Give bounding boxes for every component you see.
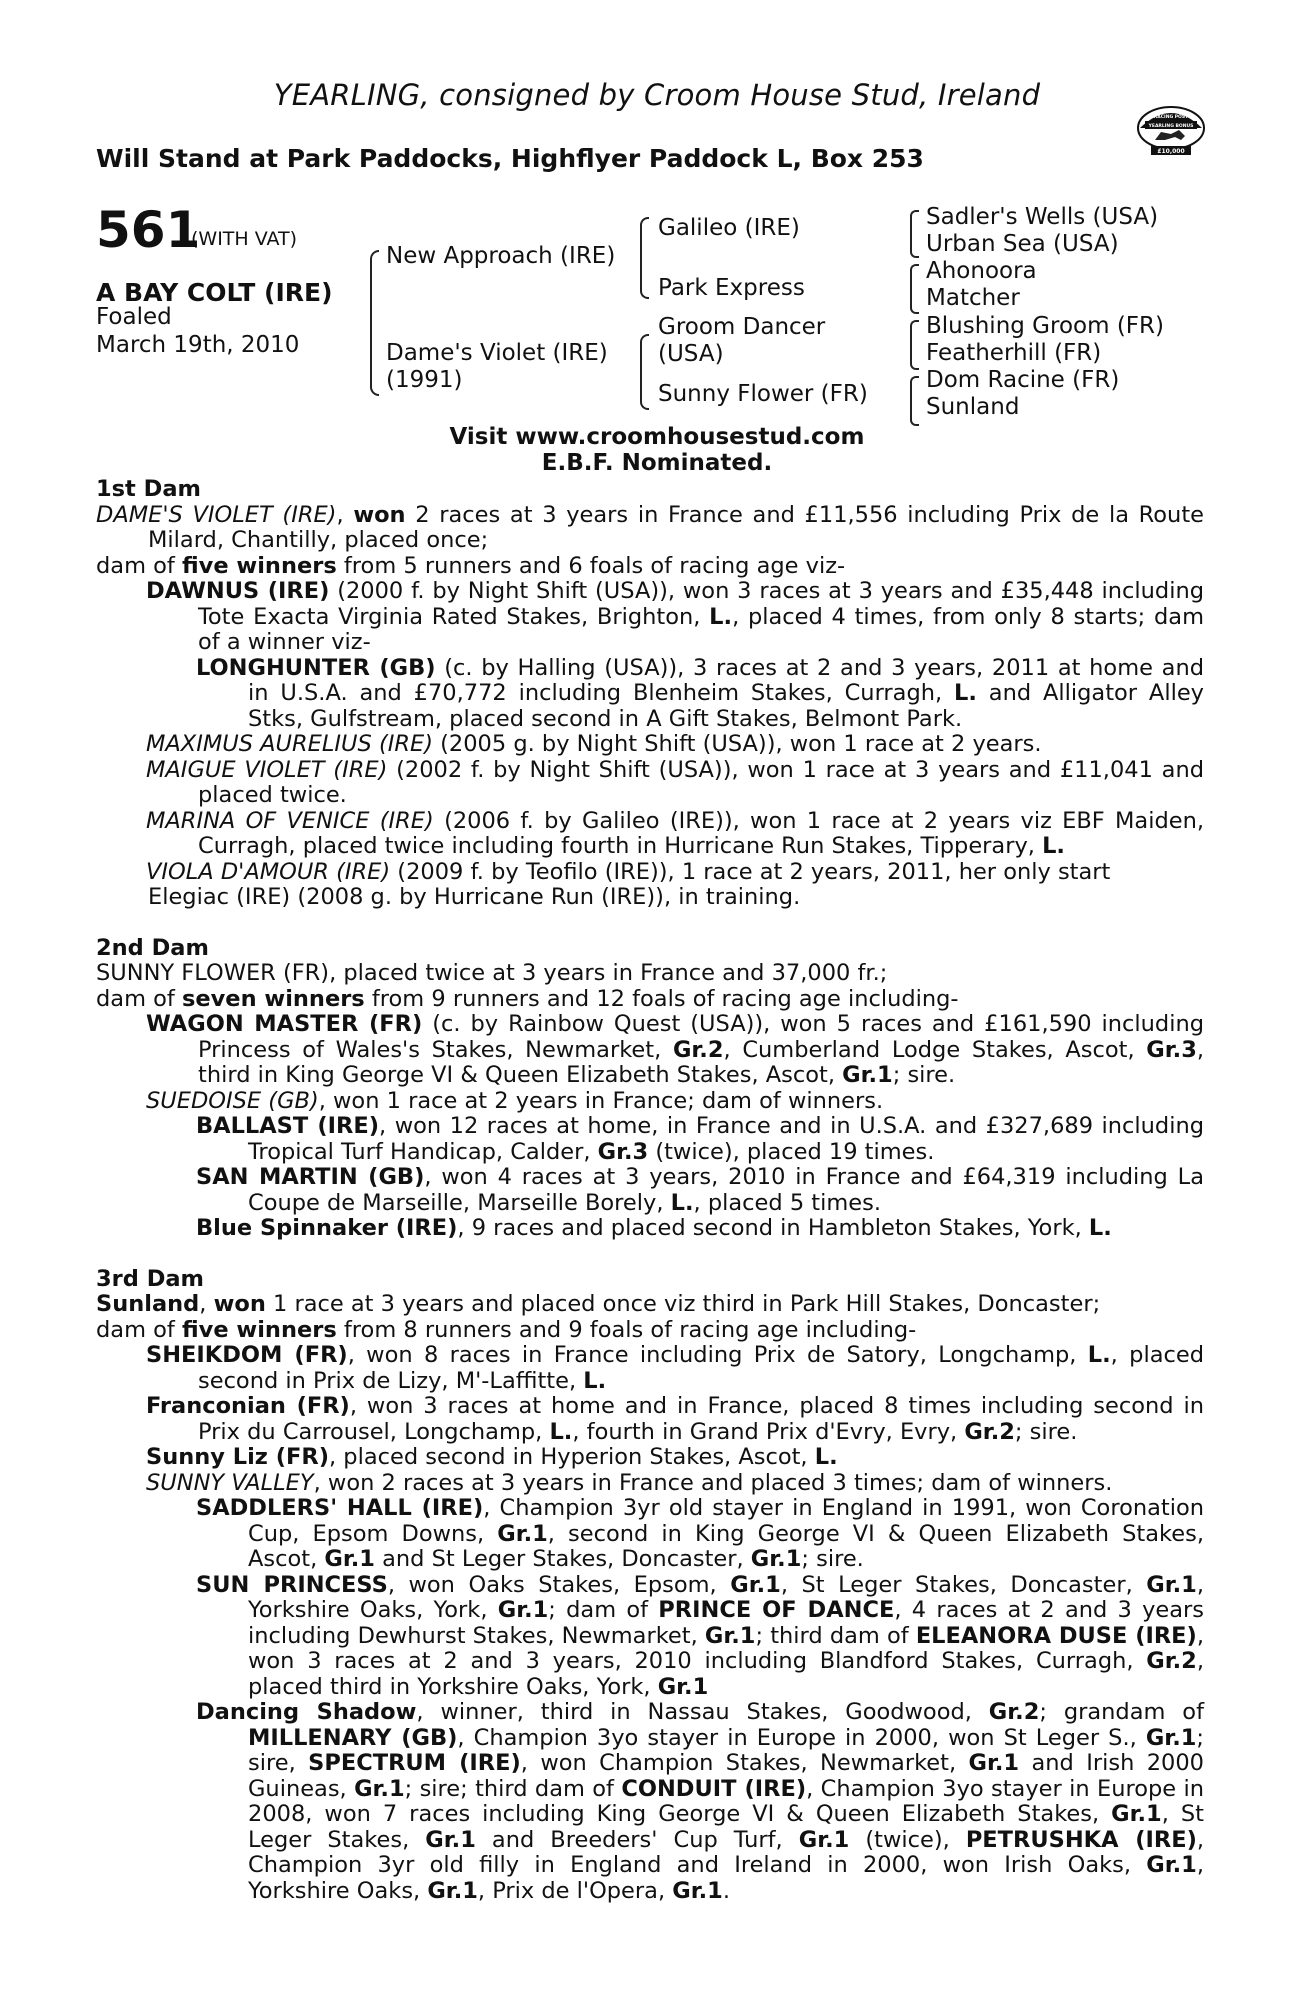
website-link[interactable]: Visit www.croomhousestud.com: [449, 424, 865, 450]
pedigree-dam-sire-country: (USA): [658, 341, 724, 367]
dam2-entry: WAGON MASTER (FR) (c. by Rainbow Quest (USA)), won 5 races and £161,590 including Princess of Wales's Stakes, Newmarket, Gr.2, Cumberland Lodge Stakes, Ascot, Gr.3, third in King George VI & Queen Elizabeth Stakes, Ascot, Gr.1; sire.: [146, 1011, 1205, 1088]
foaled-block: [96, 303, 299, 359]
dam2-entry: dam of seven winners from 9 runners and 12 foals of racing age including-: [96, 985, 959, 1012]
catalogue-body: [96, 477, 1204, 1904]
dam2-entry: SUNNY FLOWER (FR), placed twice at 3 years in France and 37,000 fr.;: [96, 960, 888, 986]
dam1-entry: MARINA OF VENICE (IRE) (2006 f. by Galileo (IRE)), won 1 race at 2 years viz EBF Maiden, Curragh, placed twice including fourth in Hurricane Run Stakes, Tipperary, L.: [146, 807, 1205, 859]
pedigree-g2: Urban Sea (USA): [926, 231, 1119, 257]
pedigree-g1: Sadler's Wells (USA): [926, 204, 1159, 230]
g-brace-4: [910, 376, 919, 426]
consignment-title: YEARLING, consigned by Croom House Stud, Ireland: [273, 78, 1041, 112]
lot-title: A BAY COLT (IRE): [96, 278, 333, 307]
dam2-entry: SUEDOISE (GB), won 1 race at 2 years in France; dam of winners.: [146, 1087, 884, 1114]
dam3-entry: Dancing Shadow, winner, third in Nassau Stakes, Goodwood, Gr.2; grandam of MILLENARY (GB), Champion 3yo stayer in Europe in 2000, won St Leger S., Gr.1; sire, SPECTRUM (IRE), won Champion Stakes, Newmarket, Gr.1 and Irish 2000 Guineas, Gr.1; sire; third dam of CONDUIT (IRE), Champion 3yo stayer in Europe in 2008, won 7 races including King George VI & Queen Elizabeth Stakes, Gr.1, St Leger Stakes, Gr.1 and Breeders' Cup Turf, Gr.1 (twice), PETRUSHKA (IRE), Champion 3yr old filly in England and Ireland in 2000, won Irish Oaks, Gr.1, Yorkshire Oaks, Gr.1, Prix de l'Opera, Gr.1.: [196, 1699, 1205, 1904]
sire-parents-brace: [640, 217, 649, 299]
dam3-entry: Franconian (FR), won 3 races at home and in France, placed 8 times including second in Prix du Carrousel, Longchamp, L., fourth in Grand Prix d'Evry, Evry, Gr.2; sire.: [146, 1393, 1204, 1445]
pedigree-g6: Featherhill (FR): [926, 340, 1102, 366]
dam1-entry: DAME'S VIOLET (IRE), won 2 races at 3 years in France and £11,556 including Prix de la Route Milard, Chantilly, placed once;: [96, 501, 1204, 553]
dam3-entry: SUNNY VALLEY, won 2 races at 3 years in France and placed 3 times; dam of winners.: [146, 1469, 1113, 1496]
dam1-entry: VIOLA D'AMOUR (IRE) (2009 f. by Teofilo (IRE)), 1 race at 2 years, 2011, her only start: [146, 858, 1111, 885]
dam3-entry: SUN PRINCESS, won Oaks Stakes, Epsom, Gr.1, St Leger Stakes, Doncaster, Gr.1, Yorkshire Oaks, York, Gr.1; dam of PRINCE OF DANCE, 4 races at 2 and 3 years including Dewhurst Stakes, Newmarket, Gr.1; third dam of ELEANORA DUSE (IRE), won 3 races at 2 and 3 years, 2010 including Blandford Stakes, Curragh, Gr.2, placed third in Yorkshire Oaks, York, Gr.1: [196, 1571, 1205, 1700]
pedigree-dam-dam: Sunny Flower (FR): [658, 381, 868, 407]
dam2-entry: Blue Spinnaker (IRE), 9 races and placed second in Hambleton Stakes, York, L.: [196, 1215, 1112, 1241]
dam2-heading: 2nd Dam: [96, 934, 209, 961]
svg-text:YEARLING BONUS: YEARLING BONUS: [1148, 124, 1194, 129]
dam3-entry: Sunland, won 1 race at 3 years and placed once viz third in Park Hill Stakes, Doncaster;: [96, 1291, 1101, 1317]
dam1-heading: 1st Dam: [96, 476, 201, 502]
pedigree-g7: Dom Racine (FR): [926, 367, 1120, 393]
dam1-entry: LONGHUNTER (GB) (c. by Halling (USA)), 3 races at 2 and 3 years, 2011 at home and in U.S.A. and £70,772 including Blenheim Stakes, Curragh, L. and Alligator Alley Stks, Gulfstream, placed second in A Gift Stakes, Belmont Park.: [196, 654, 1204, 732]
dam-parents-brace: [640, 334, 649, 410]
pedigree-dam-sire: Groom Dancer: [658, 314, 826, 340]
dam3-entries: [96, 1292, 1204, 1904]
dam1-entry: MAIGUE VIOLET (IRE) (2002 f. by Night Shift (USA)), won 1 race at 3 years and £11,041 and placed twice.: [146, 756, 1204, 808]
dam3-entry: Sunny Liz (FR), placed second in Hyperion Stakes, Ascot, L.: [146, 1444, 838, 1470]
badge-icon: [1135, 102, 1207, 156]
dam1-entry: Elegiac (IRE) (2008 g. by Hurricane Run (IRE)), in training.: [148, 884, 801, 910]
dam1-entry: DAWNUS (IRE) (2000 f. by Night Shift (USA)), won 3 races at 3 years and £35,448 including Tote Exacta Virginia Rated Stakes, Brighton, L., placed 4 times, from only 8 starts; dam of a winner viz-: [146, 578, 1204, 655]
foaled-date: March 19th, 2010: [96, 332, 300, 358]
pedigree-g4: Matcher: [926, 285, 1020, 311]
g-brace-2: [910, 264, 919, 314]
svg-text:£10,000: £10,000: [1157, 148, 1185, 155]
dam3-entry: SADDLERS' HALL (IRE), Champion 3yr old stayer in England in 1991, won Coronation Cup, Epsom Downs, Gr.1, second in King George VI & Queen Elizabeth Stakes, Ascot, Gr.1 and St Leger Stakes, Doncaster, Gr.1; sire.: [196, 1495, 1204, 1572]
dam3-heading: 3rd Dam: [96, 1265, 204, 1292]
dam1-entry: MAXIMUS AURELIUS (IRE) (2005 g. by Night Shift (USA)), won 1 race at 2 years.: [146, 731, 1042, 757]
yearling-bonus-badge: [1135, 102, 1207, 156]
dam1-entries: [96, 503, 1204, 911]
pedigree-sire-dam: Park Express: [658, 275, 805, 301]
pedigree-sire-sire: Galileo (IRE): [658, 215, 800, 241]
g-brace-3: [910, 320, 919, 370]
pedigree-g3: Ahonoora: [926, 258, 1037, 284]
g-brace-1: [910, 210, 919, 258]
dam1-entry: dam of five winners from 5 runners and 6 foals of racing age viz-: [96, 552, 846, 579]
pedigree-dam-year: (1991): [386, 367, 463, 393]
ebf-note: E.B.F. Nominated.: [541, 450, 773, 476]
foaled-label: Foaled: [96, 304, 172, 330]
pedigree-sire: New Approach (IRE): [386, 243, 616, 269]
dam2-entry: SAN MARTIN (GB), won 4 races at 3 years, 2010 in France and £64,319 including La Coupe de Marseille, Marseille Borely, L., placed 5 times.: [196, 1164, 1204, 1216]
sire-dam-brace: [370, 250, 379, 396]
svg-text:RACING POST: RACING POST: [1153, 115, 1189, 120]
pedigree-g8: Sunland: [926, 394, 1020, 420]
pedigree-g5: Blushing Groom (FR): [926, 313, 1164, 339]
dam2-entry: BALLAST (IRE), won 12 races at home, in France and in U.S.A. and £327,689 including Tropical Turf Handicap, Calder, Gr.3 (twice), placed 19 times.: [196, 1113, 1205, 1165]
pedigree-dam: Dame's Violet (IRE): [386, 340, 608, 366]
vat-note: (WITH VAT): [191, 228, 298, 250]
dam3-entry: SHEIKDOM (FR), won 8 races in France including Prix de Satory, Longchamp, L., placed second in Prix de Lizy, M'-Laffitte, L.: [146, 1342, 1204, 1394]
lot-number: 561: [96, 201, 201, 259]
stand-location: Will Stand at Park Paddocks, Highflyer Paddock L, Box 253: [96, 144, 924, 173]
visit-block: [0, 424, 1314, 476]
dam2-entries: [96, 961, 1204, 1242]
dam3-entry: dam of five winners from 8 runners and 9 foals of racing age including-: [96, 1316, 917, 1343]
